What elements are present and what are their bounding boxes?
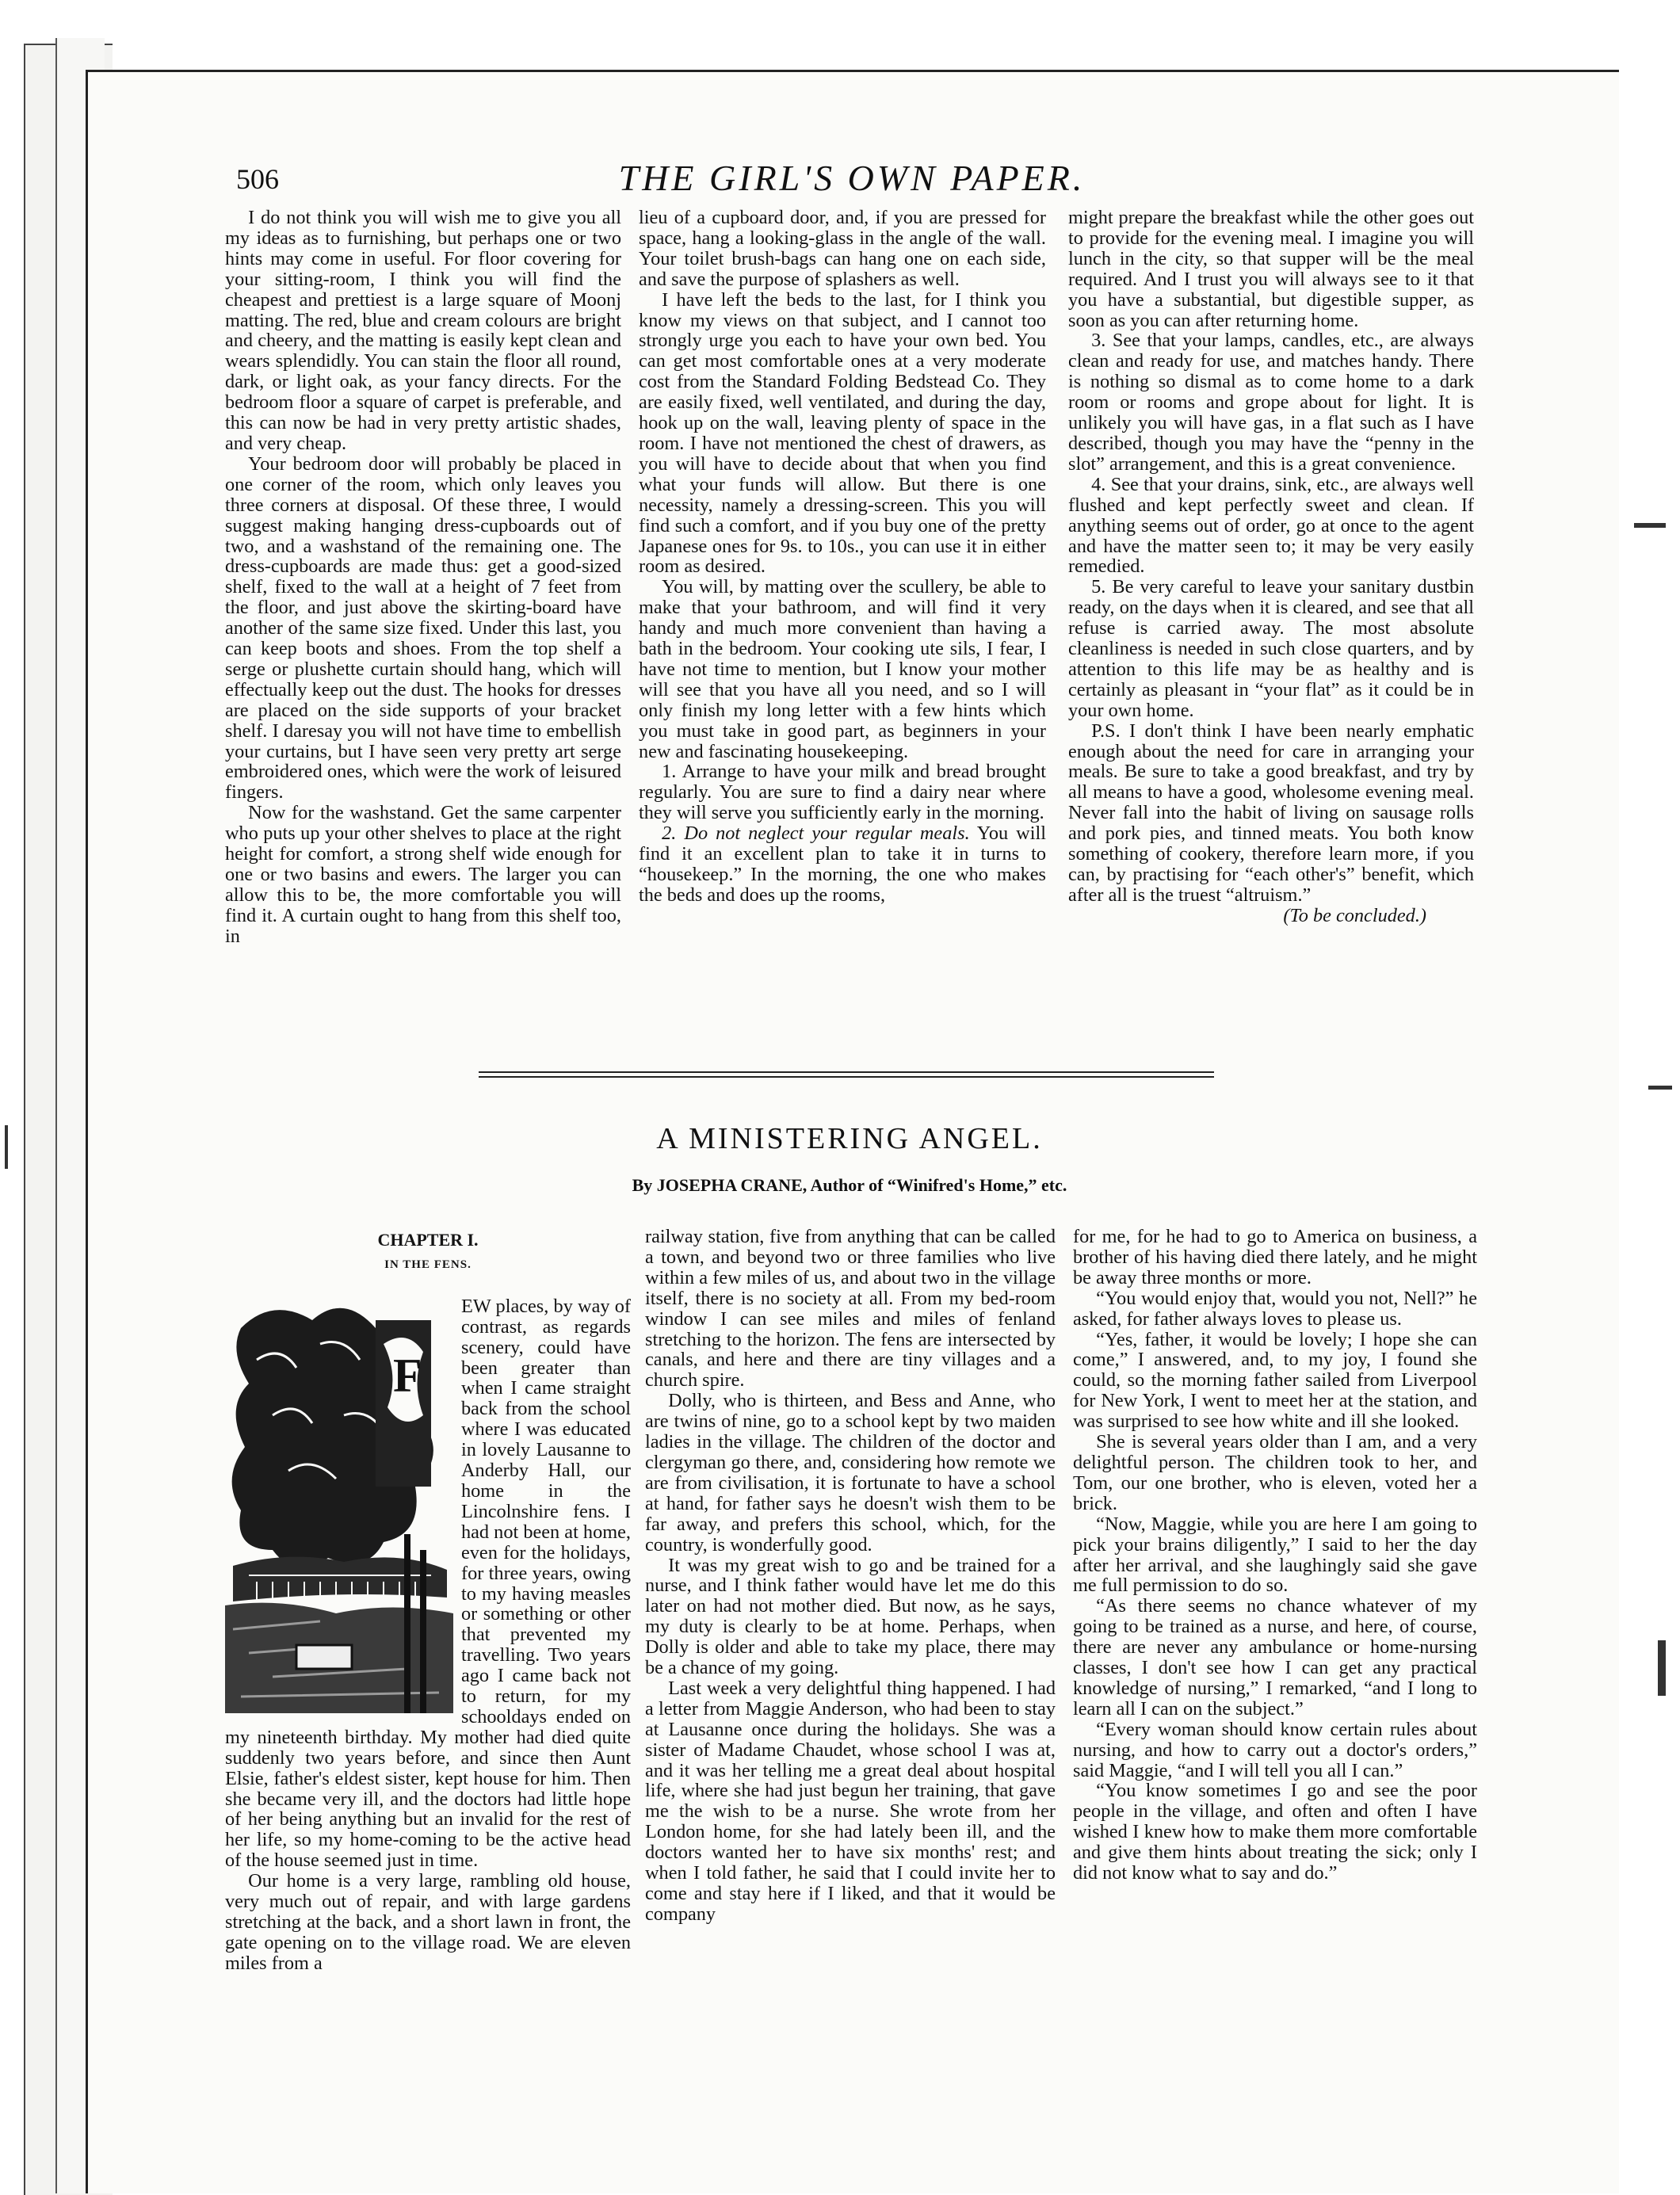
drop-cap-letter: F <box>393 1349 422 1402</box>
page-number: 506 <box>236 163 279 195</box>
paragraph: lieu of a cupboard door, and, if you are pressed for space, hang a looking-glass in the angle of the wall. Your toilet brush-bags can hang one on each side, and save the purpose of splashers as well. <box>639 207 1046 290</box>
paragraph: I do not think you will wish me to give you all my ideas as to furnishing, but perhaps one or two hints may come in useful. For floor covering for your sitting-room, I think you will find the cheapest and prettiest is a large square of Moonj matting. The red, blue and cream colours are bright and cheery, and the matting is easily kept clean and wears splendidly. You can stain the floor all round, dark, or light oak, as your fancy directs. For the bedroom floor a square of carpet is preferable, and this can now be had in very pretty artistic shades, and very cheap. <box>225 207 621 454</box>
margin-speck <box>1634 523 1666 528</box>
paragraph: 5. Be very careful to leave your sanitary dustbin ready, on the days when it is cleared, and see that all refuse is carried away. The most absolute cleanliness is needed in such close quarters, and by attention to this life may be as healthy and is certainly as pleasant in “your flat” as it could be in your own home. <box>1068 576 1474 721</box>
paragraph: Last week a very delightful thing happened. I had a letter from Maggie Anderson, who had been to stay at Lausanne once during the holidays. She was a sister of Madame Chaudet, whose school I was at, and it was her telling me a great deal about hospital life, where she had just begun her training, that gave me the wish to be a nurse. She wrote from her London home, for she had lately been ill, and the doctors wanted her to have six months' rest; and when I told father, he said that I could invite her to come and stay here if I liked, and that it would be company <box>645 1677 1056 1925</box>
story-column-1 <box>225 1230 631 1974</box>
article-column-3 <box>1068 208 1474 926</box>
paragraph-text: You will find it an excellent plan to take it in turns to “housekeep.” In the morning, the one who makes the beds and does up the rooms, <box>639 823 1046 906</box>
paragraph: Our home is a very large, rambling old house, very much out of repair, and with large gardens stretching at the back, and a short lawn in front, the gate opening on to the village road. We are eleven miles from a <box>225 1870 631 1974</box>
paragraph: “Now, Maggie, while you are here I am going to pick your brains diligently,” I said to her the day after her arrival, and she laughingly said she gave me full permission to do so. <box>1073 1513 1477 1597</box>
paragraph: 3. See that your lamps, candles, etc., are always clean and ready for use, and matches handy. There is nothing so dismal as to come home to a dark room or rooms and grope about for light. It is unlikely you will have gas, in a flat such as I have described, though you may have the “penny in the slot” arrangement, and this is a great convenience. <box>1068 330 1474 475</box>
story-column-3 <box>1073 1227 1477 1884</box>
paragraph: EW places, by way of contrast, as regards scenery, could have been greater than when I came straight back from the school where I was educated in lovely Lausanne to Anderby Hall, our home in the Lincolnshire fens. I had not been at home, even for the holidays, for three years, owing to my having measles or something or other that prevented my travelling. Two years ago I came back not to return, for my schooldays ended on my nineteenth birthday. My mother had died quite suddenly two years before, and since then Aunt Elsie, father's eldest sister, kept house for him. Then she became very ill, and the doctors had little hope of her being anything but an invalid for the rest of her life, so my home-coming to be the active head of the house seemed just in time. <box>225 1295 631 1872</box>
paragraph: Dolly, who is thirteen, and Bess and Anne, who are twins of nine, go to a school kept by two maiden ladies in the village. The children of the doctor and clergyman go there, and, considering how remote we are from civilisation, it is fortunate to have a school at hand, for father says he doesn't wish them to be far away, and prefers this school, which, for the country, is wonderfully good. <box>645 1390 1056 1556</box>
paragraph: “You know sometimes I go and see the poor people in the village, and often and often I have wished I knew how to make them more comfortable and give them hints about treating the sick; only I did not know what to say and do.” <box>1073 1780 1477 1884</box>
paragraph: 4. See that your drains, sink, etc., are always well flushed and kept perfectly sweet and clean. If anything seems out of order, go at once to the agent and have the matter seen to; it may be very easily remedied. <box>1068 473 1474 578</box>
paragraph: might prepare the breakfast while the other goes out to provide for the evening meal. I imagine you will lunch in the city, so that supper will be the meal required. And I trust you will always see to it that you have a substantial, but digestible supper, as soon as you can after returning home. <box>1068 207 1474 331</box>
story-byline: By JOSEPHA CRANE, Author of “Winifred's Home,” etc. <box>632 1175 1067 1195</box>
italic-heading: 2. Do not neglect your regular meals. <box>662 823 970 845</box>
paragraph: P.S. I don't think I have been nearly emphatic enough about the need for care in arranging your meals. Be sure to take a good breakfast, and try by all means to have a good, wholesome evening meal. Never fall into the habit of living on sausage rolls and pork pies, and tinned meats. You both know something of cookery, therefore learn more, if you can, by practising for “each other's” benefit, which after all is the truest “altruism.” <box>1068 720 1474 906</box>
story-title: A MINISTERING ANGEL. <box>656 1122 1043 1155</box>
paragraph: I have left the beds to the last, for I think you know my views on that subject, and I cannot too strongly urge you each to have your own bed. You can get most comfortable ones at a very moderate cost from the Standard Folding Bedstead Co. They are easily fixed, well ventilated, and during the day, hook up on the wall, leaving plenty of space in the room. I have not mentioned the chest of drawers, as you will have to decide about that when you find what your funds will allow. But there is one necessity, namely a dressing-screen. This you will find such a comfort, and if you buy one of the pretty Japanese ones for 9s. to 10s., you can use it in either room as desired. <box>639 288 1046 578</box>
paragraph: railway station, five from anything that can be called a town, and beyond two or three families who live within a few miles of us, and about two in the village itself, there is no society at all. From my bed-room window I can see miles and miles of fenland stretching to the horizon. The fens are intersected by canals, and here and there are tiny villages and a church spire. <box>645 1226 1056 1391</box>
running-title: THE GIRL'S OWN PAPER. <box>618 158 1086 198</box>
paragraph: “Every woman should know certain rules about nursing, and how to carry out a doctor's orders,” said Maggie, “and I will tell you all I can.” <box>1073 1718 1477 1781</box>
chapter-heading: CHAPTER I. <box>377 1230 479 1250</box>
paragraph: “As there seems no chance whatever of my going to be trained as a nurse, and here, of course, there are never any ambulance or home-nursing classes, I don't see how I can get any practical knowledge of nursing,” I remarked, “and I long to learn all I can on the subject.” <box>1073 1595 1477 1720</box>
paragraph: You will, by matting over the scullery, be able to make that your bathroom, and will find it very handy and much more convenient than having a bath in the bedroom. Your cooking ute sils, I fear, I have not time to mention, but I know your mother will see that you have all you need, and so I will only finish my long letter with a few hints which you must take in good part, as beginners in your new and fascinating housekeeping. <box>639 576 1046 762</box>
section-rule-bottom <box>479 1076 1214 1078</box>
margin-speck <box>5 1125 8 1169</box>
chapter-subtitle: IN THE FENS. <box>384 1258 472 1271</box>
paragraph: “Yes, father, it would be lovely; I hope she can come,” I answered, and, to my joy, I found she could, so the morning father sailed from Liverpool for New York, I went to meet her at the station, and was surprised to see how white and ill she looked. <box>1073 1328 1477 1433</box>
paragraph: She is several years older than I am, and a very delightful person. The children took to her, and Tom, our one brother, who is eleven, voted her a brick. <box>1073 1431 1477 1514</box>
paragraph: Your bedroom door will probably be placed in one corner of the room, which only leaves you three corners at disposal. Of these three, I would suggest making hanging dress-cupboards out of two, and a washstand of the remaining one. The dress-cupboards are made thus: get a good-sized shelf, fixed to the wall at a height of 7 feet from the floor, and just above the skirting-board have another of the same size fixed. Under this last, you can keep boots and shoes. From the top shelf a serge or plushette curtain should hang, which will effectually keep out the dust. The hooks for dresses are placed on the side supports of your bracket shelf. I daresay you will not have time to embellish your curtains, but I have seen very pretty art serge embroidered ones, which were the work of leisured fingers. <box>225 452 621 804</box>
margin-speck <box>1658 1640 1666 1696</box>
paragraph: 1. Arrange to have your milk and bread brought regularly. You are sure to find a dairy near where they will serve you sufficiently early in the morning. <box>639 761 1046 824</box>
paragraph: It was my great wish to go and be trained for a nurse, and I think father would have let me do this later on had not mother died. But now, as he says, my duty is clearly to be at home. Perhaps, when Dolly is older and able to take my place, there may be a chance of my going. <box>645 1554 1056 1679</box>
paragraph <box>639 823 1046 906</box>
story-column-2 <box>645 1227 1056 1925</box>
article-column-2 <box>639 208 1046 906</box>
engraving-image <box>225 1296 453 1713</box>
section-rule-top <box>479 1071 1214 1073</box>
paragraph: Now for the washstand. Get the same carpenter who puts up your other shelves to place at the right height for comfort, a strong shelf wide enough for one or two basins and ewers. The larger you can allow this to be, the more comfortable you will find it. A curtain ought to hang from this shelf too, in <box>225 802 621 947</box>
paragraph: “You would enjoy that, would you not, Nell?” he asked, for father always loves to please us. <box>1073 1287 1477 1330</box>
margin-speck <box>1648 1086 1672 1090</box>
paragraph: for me, for he had to go to America on business, a brother of his having died there lately, and he might be away three months or more. <box>1073 1226 1477 1288</box>
article-column-1 <box>225 208 621 947</box>
fen-landscape-illustration <box>225 1296 453 1713</box>
to-be-concluded: (To be concluded.) <box>1283 904 1426 926</box>
